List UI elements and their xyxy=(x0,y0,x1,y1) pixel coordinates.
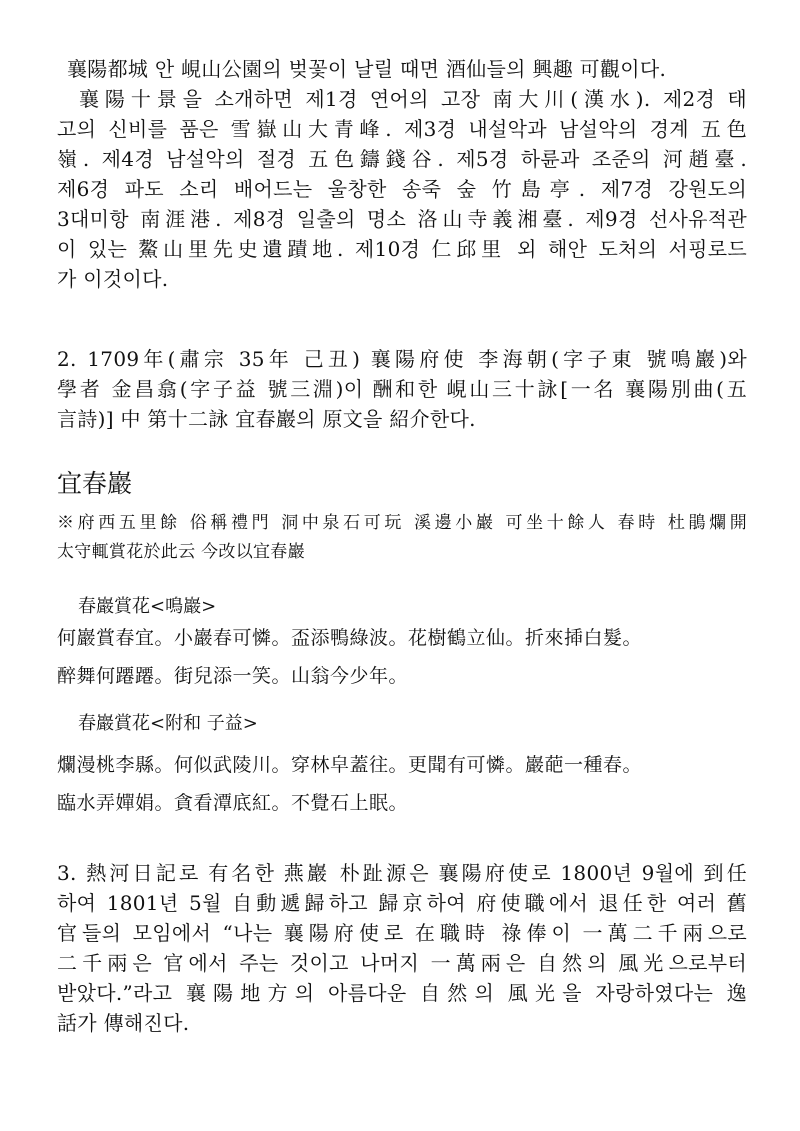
text-line: 이 있는 鰲山里先史遺蹟地. 제10경 仁邱里 외 해안 도처의 서핑로드 xyxy=(57,237,747,261)
text-line: 言詩)] 中 第十二詠 宜春巖의 原文을 紹介한다. xyxy=(57,407,476,431)
note-paragraph xyxy=(57,509,747,567)
section-1-paragraph xyxy=(57,54,747,294)
text-line: 襄陽十景을 소개하면 제1경 연어의 고장 南大川(漢水). 제2경 태 xyxy=(79,87,747,111)
poem-verse: 醉舞何蹮蹮。街兒添一笑。山翁今少年。 xyxy=(57,665,409,687)
text-line: 話가 傳해진다. xyxy=(57,1011,190,1035)
poem-title: 春巖賞花<附和 子益> xyxy=(78,713,258,734)
text-line: 고의 신비를 품은 雪嶽山大青峰. 제3경 내설악과 남설악의 경계 五色 xyxy=(57,117,747,141)
text-line: 제6경 파도 소리 배어드는 울창한 송죽 숲 竹島亭. 제7경 강원도의 xyxy=(57,177,747,201)
text-line: 太守輒賞花於此云 今改以宜春巖 xyxy=(57,542,305,562)
poem-verse: 臨水弄嬋娟。貪看潭底紅。不覺石上眠。 xyxy=(57,792,409,814)
text-line: 가 이것이다. xyxy=(57,267,169,291)
poem-title: 春巖賞花<鳴巖> xyxy=(78,596,217,617)
section-3-paragraph xyxy=(57,858,747,1038)
section-heading: 宜春巖 xyxy=(57,469,133,498)
poem-verse: 何巖賞春宜。小巖春可憐。盃添鴨綠波。花樹鶴立仙。折來揷白髮。 xyxy=(57,627,643,649)
text-line: 3. 熱河日記로 有名한 燕巖 朴趾源은 襄陽府使로 1800년 9월에 到任 xyxy=(57,861,747,885)
text-line: 하여 1801년 5월 自動遞歸하고 歸京하여 府使職에서 退任한 여러 舊 xyxy=(57,891,747,915)
text-line: 3대미항 南涯港. 제8경 일출의 명소 洛山寺義湘臺. 제9경 선사유적관 xyxy=(57,207,747,231)
text-line: 嶺. 제4경 남설악의 절경 五色鑄錢谷. 제5경 하륜과 조준의 河趙臺. xyxy=(57,147,747,171)
text-line: 官들의 모임에서 “나는 襄陽府使로 在職時 祿俸이 一萬二千兩으로 xyxy=(57,921,747,945)
text-line: 襄陽都城 안 峴山公園의 벚꽃이 날릴 때면 酒仙들의 興趣 可觀이다. xyxy=(67,57,667,81)
text-line: 二千兩은 官에서 주는 것이고 나머지 一萬兩은 自然의 風光으로부터 xyxy=(57,951,747,975)
poem-verse: 爛漫桃李縣。何似武陵川。穿林皁蓋往。更聞有可憐。巖葩一種春。 xyxy=(57,754,643,776)
text-line: 받았다.”라고 襄陽地方의 아름다운 自然의 風光을 자랑하였다는 逸 xyxy=(57,981,747,1005)
text-line: ※府西五里餘 俗稱禮門 洞中泉石可玩 溪邊小巖 可坐十餘人 春時 杜鵑爛開 xyxy=(57,513,747,533)
text-line: 2. 1709年(肅宗 35年 己丑) 襄陽府使 李海朝(字子東 號鳴巖)와 xyxy=(57,347,747,371)
section-2-paragraph xyxy=(57,344,747,434)
text-line: 學者 金昌翕(字子益 號三淵)이 酬和한 峴山三十詠[一名 襄陽別曲(五 xyxy=(57,377,747,401)
